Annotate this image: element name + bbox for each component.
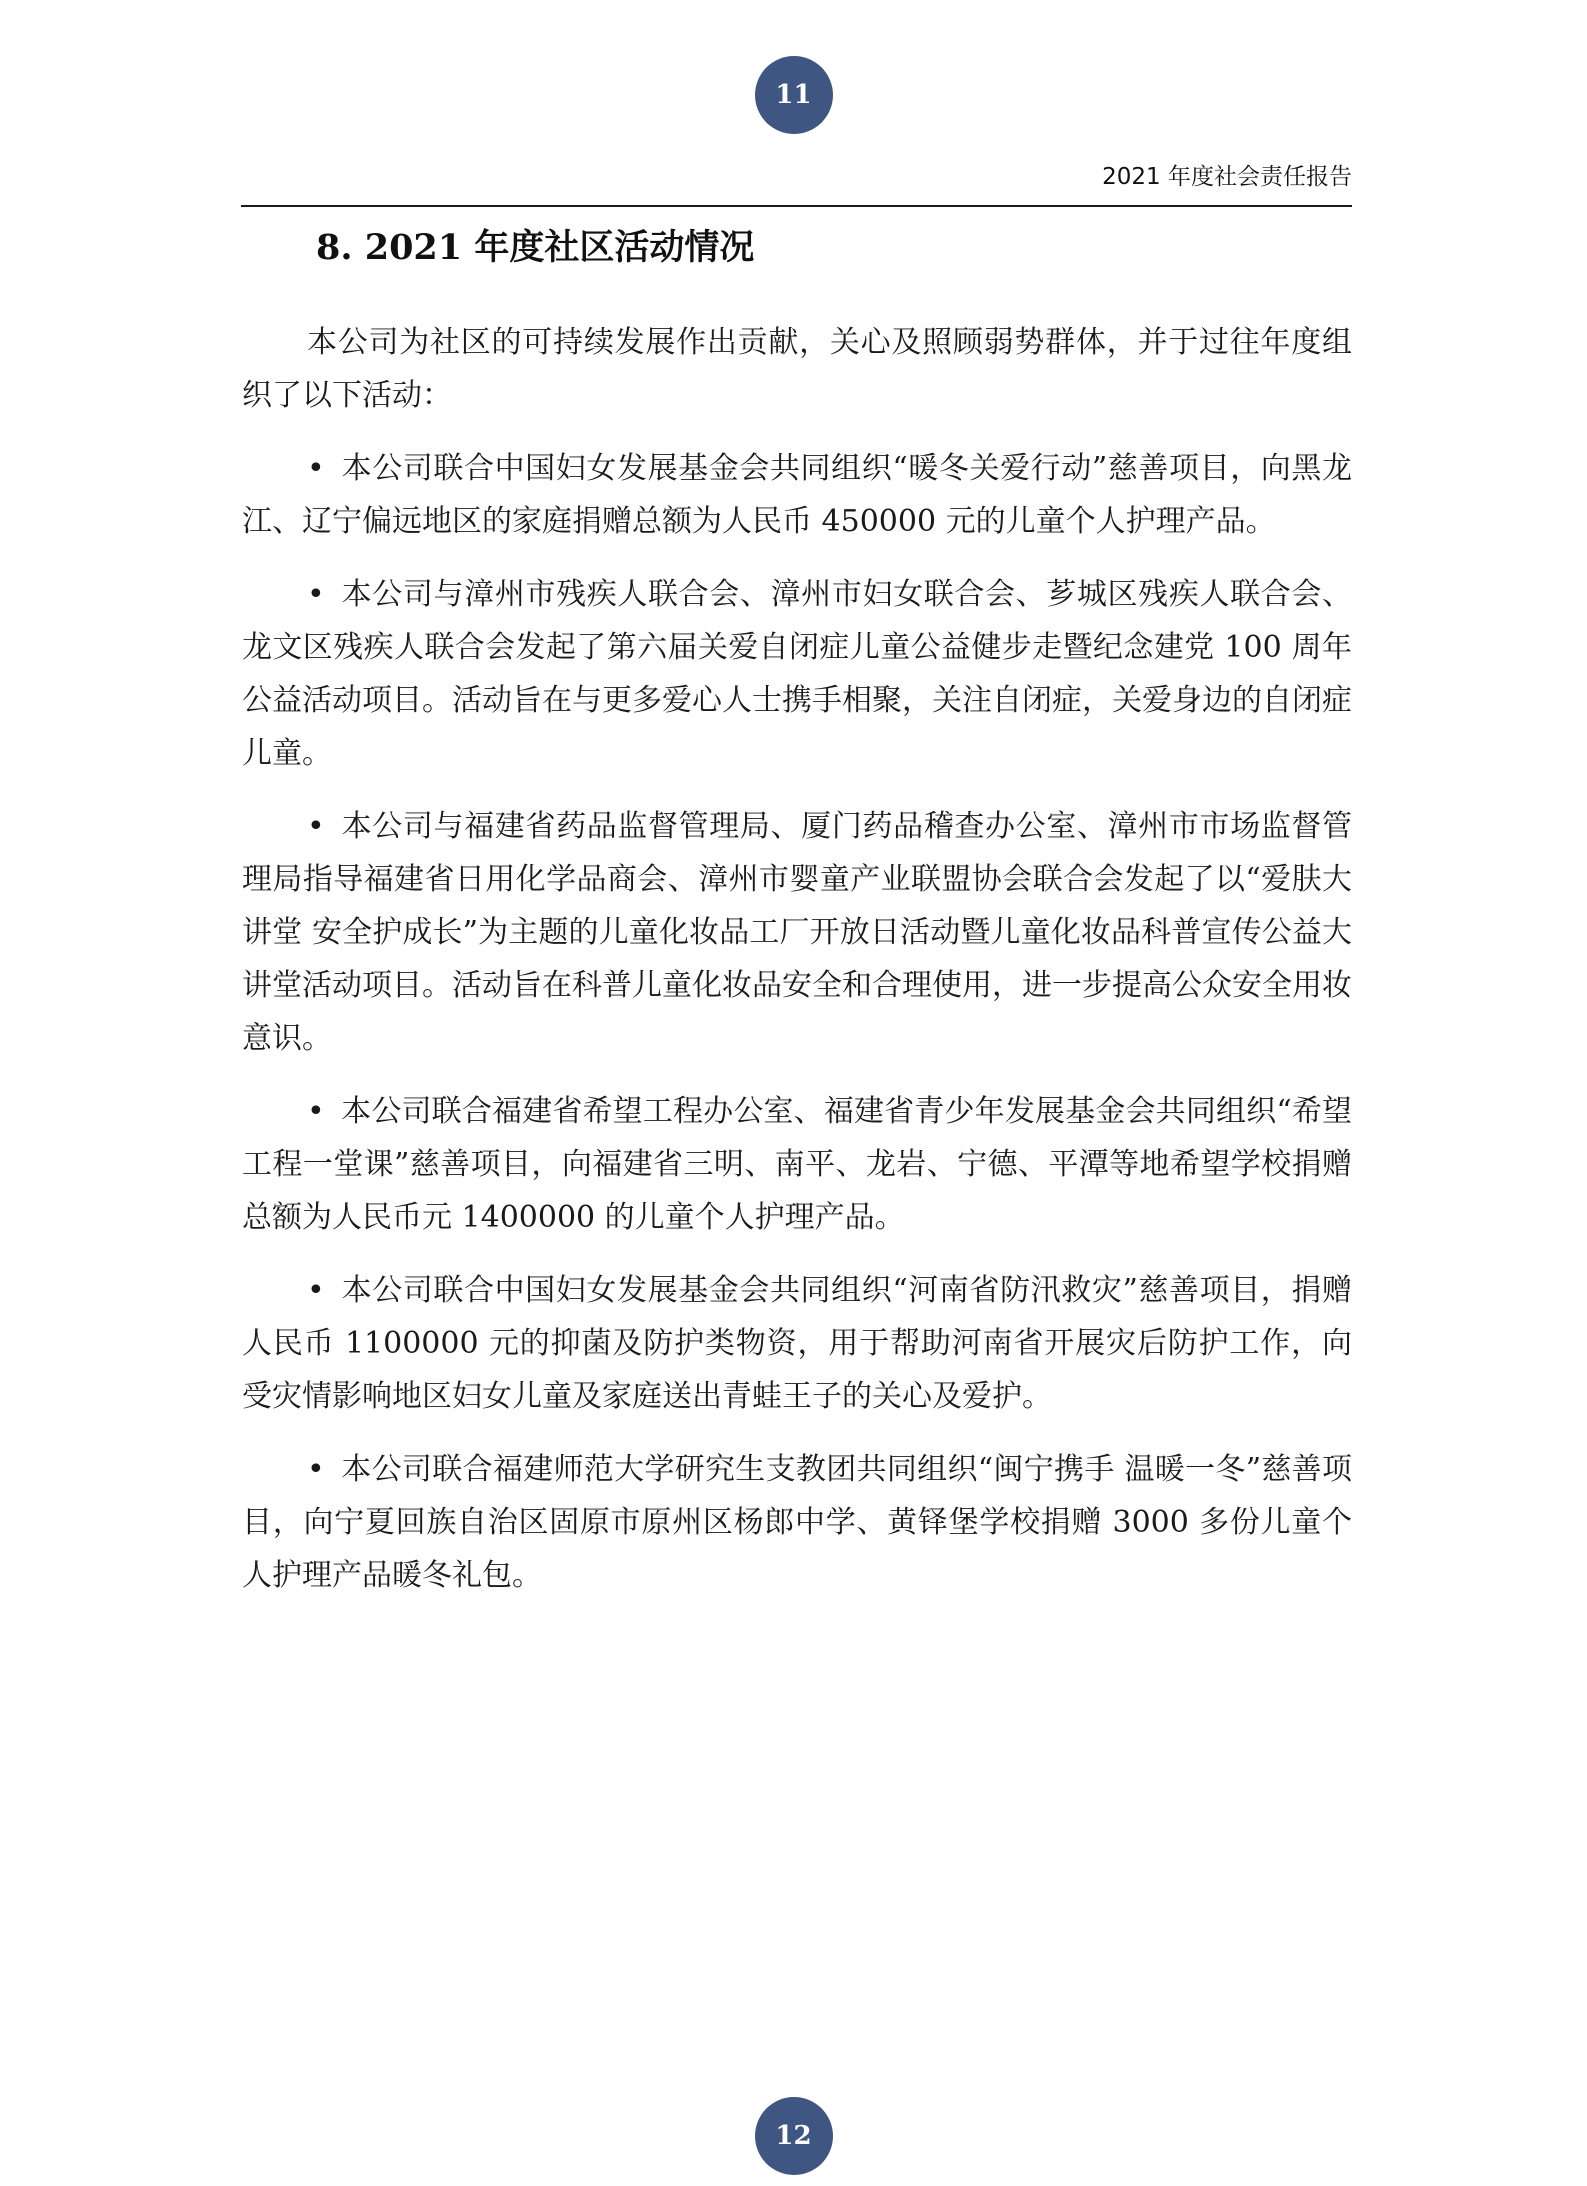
list-item xyxy=(242,442,1352,548)
list-item xyxy=(242,800,1352,1065)
list-item xyxy=(242,1264,1352,1423)
list-item xyxy=(242,568,1352,780)
bullet-icon: • xyxy=(307,1094,325,1129)
list-item-text: 本公司联合中国妇女发展基金会共同组织“河南省防汛救灾”慈善项目，捐赠人民币 1100000 元的抑菌及防护类物资，用于帮助河南省开展灾后防护工作，向受灾情影响地区妇女儿童及家庭送出青蛙王子的关心及爱护。 xyxy=(242,1273,1352,1414)
list-item-text: 本公司联合中国妇女发展基金会共同组织“暖冬关爱行动”慈善项目，向黑龙江、辽宁偏远地区的家庭捐赠总额为人民币 450000 元的儿童个人护理产品。 xyxy=(242,451,1352,539)
running-header: 2021 年度社会责任报告 xyxy=(1102,164,1352,190)
bullet-icon: • xyxy=(307,809,325,844)
page-number-bottom: 12 xyxy=(755,2097,833,2175)
intro-paragraph: 本公司为社区的可持续发展作出贡献，关心及照顾弱势群体，并于过往年度组织了以下活动： xyxy=(242,325,1352,413)
bullet-icon: • xyxy=(307,577,325,612)
page-number-top: 11 xyxy=(755,56,833,134)
list-item-text: 本公司与漳州市残疾人联合会、漳州市妇女联合会、芗城区残疾人联合会、龙文区残疾人联合会发起了第六届关爱自闭症儿童公益健步走暨纪念建党 100 周年公益活动项目。活动旨在与更多爱心人士携手相聚，关注自闭症，关爱身边的自闭症儿童。 xyxy=(242,577,1352,771)
list-item xyxy=(242,1443,1352,1602)
list-item-text: 本公司联合福建师范大学研究生支教团共同组织“闽宁携手 温暖一冬”慈善项目，向宁夏回族自治区固原市原州区杨郎中学、黄铎堡学校捐赠 3000 多份儿童个人护理产品暖冬礼包。 xyxy=(242,1452,1352,1593)
list-item-text: 本公司联合福建省希望工程办公室、福建省青少年发展基金会共同组织“希望工程一堂课”慈善项目，向福建省三明、南平、龙岩、宁德、平潭等地希望学校捐赠总额为人民币元 1400000 的儿童个人护理产品。 xyxy=(242,1094,1352,1235)
list-item xyxy=(242,1085,1352,1244)
list-item-text: 本公司与福建省药品监督管理局、厦门药品稽查办公室、漳州市市场监督管理局指导福建省日用化学品商会、漳州市婴童产业联盟协会联合会发起了以“爱肤大讲堂 安全护成长”为主题的儿童化妆品工厂开放日活动暨儿童化妆品科普宣传公益大讲堂活动项目。活动旨在科普儿童化妆品安全和合理使用，进一步提高公众安全用妆意识。 xyxy=(242,809,1352,1056)
bullet-icon: • xyxy=(307,451,325,486)
main-content xyxy=(242,218,1352,1602)
header-divider xyxy=(241,205,1352,207)
bullet-icon: • xyxy=(307,1452,325,1487)
section-title: 8. 2021 年度社区活动情况 xyxy=(316,227,755,268)
bullet-icon: • xyxy=(307,1273,325,1308)
